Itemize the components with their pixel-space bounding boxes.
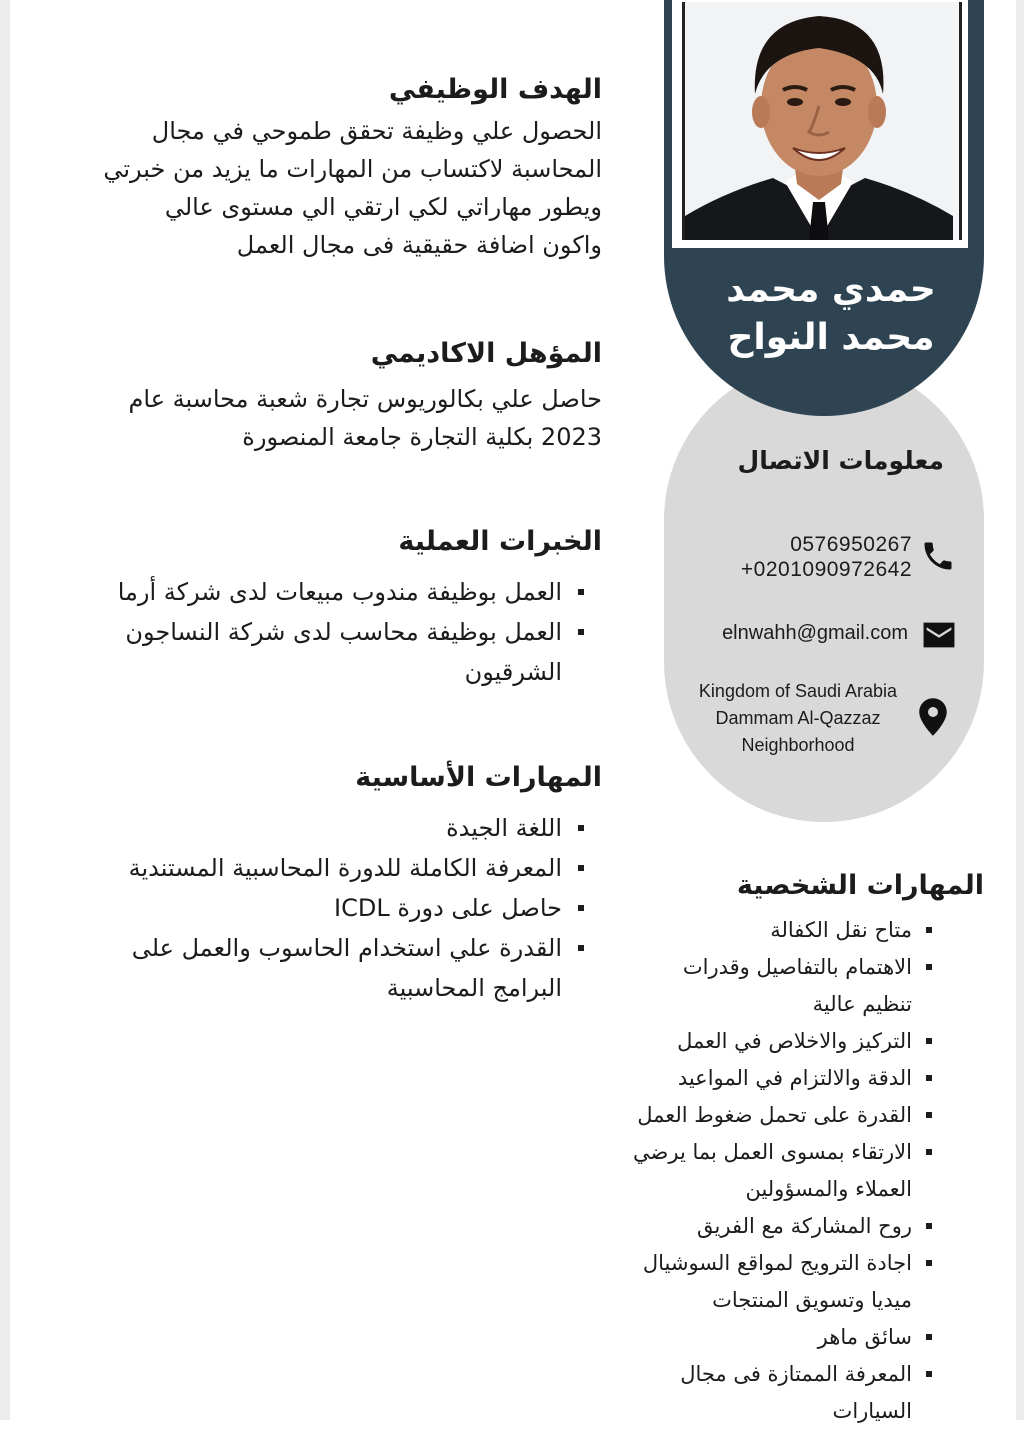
core-skills-list [40, 808, 602, 1008]
experience-item: العمل بوظيفة مندوب مبيعات لدى شركة أرما [40, 572, 602, 612]
page-edge-right [1016, 0, 1024, 1420]
core-skills-title: المهارات الأساسية [355, 762, 602, 793]
education-title: المؤهل الاكاديمي [370, 338, 602, 369]
address [680, 678, 916, 759]
core-skills-section [40, 758, 602, 1008]
phone-number-2: +0201090972642 [740, 558, 912, 581]
education-line-2: 2023 بكلية التجارة جامعة المنصورة [242, 423, 602, 451]
objective-title: الهدف الوظيفي [388, 74, 602, 105]
personal-skill-item: التركيز والاخلاص في العمل [600, 1023, 946, 1060]
personal-skill-item: الدقة والالتزام في المواعيد [600, 1060, 946, 1097]
email-address: elnwahh@gmail.com [722, 622, 908, 644]
core-skill-item: القدرة علي استخدام الحاسوب والعمل على البرامج المحاسبية [82, 928, 602, 1008]
personal-skill-item: الاهتمام بالتفاصيل وقدرات تنظيم عالية [648, 949, 946, 1023]
phone-number-1: 0576950267 [790, 533, 912, 556]
personal-skills-section [600, 866, 984, 1430]
address-line-3: Neighborhood [741, 735, 855, 755]
address-line-1: Kingdom of Saudi Arabia [698, 681, 898, 701]
personal-skill-item: القدرة على تحمل ضغوط العمل [600, 1097, 946, 1134]
experience-title: الخبرات العملية [398, 526, 602, 557]
personal-skill-item: روح المشاركة مع الفريق [600, 1208, 946, 1245]
objective-line-4: واكون اضافة حقيقية فى مجال العمل [236, 231, 602, 259]
personal-skills-list [600, 912, 984, 1430]
name-line-2: محمد النواح [727, 317, 935, 358]
core-skill-item: المعرفة الكاملة للدورة المحاسبية المستندية [40, 848, 602, 888]
personal-skill-item: المعرفة الممتازة فى مجال السيارات [600, 1356, 946, 1430]
objective-line-1: الحصول علي وظيفة تحقق طموحي في مجال [151, 117, 602, 145]
name-line-1: حمدي محمد [726, 269, 936, 310]
objective-line-2: المحاسبة لاكتساب من المهارات ما يزيد من خبرتي [103, 155, 602, 183]
phone-numbers [712, 532, 912, 582]
contact-title: معلومات الاتصال [737, 446, 944, 475]
personal-skill-item: الارتقاء بمسوى العمل بما يرضي العملاء والمسؤولين [602, 1134, 946, 1208]
personal-skill-item: اجادة الترويج لمواقع السوشيال ميديا وتسويق المنتجات [612, 1245, 946, 1319]
candidate-name [664, 266, 984, 362]
page-edge-left [0, 0, 10, 1420]
personal-skills-title: المهارات الشخصية [736, 870, 984, 901]
education-line-1: حاصل علي بكالوريوس تجارة شعبة محاسبة عام [128, 385, 602, 413]
objective-section [40, 70, 602, 264]
experience-section [40, 522, 602, 692]
core-skill-item: حاصل على دورة ICDL [40, 888, 602, 928]
personal-skill-item: سائق ماهر [600, 1319, 946, 1356]
email-icon [920, 618, 958, 656]
personal-skill-item: متاح نقل الكفالة [600, 912, 946, 949]
core-skill-item: اللغة الجيدة [40, 808, 602, 848]
experience-item: العمل بوظيفة محاسب لدى شركة النساجون الشرقيون [92, 612, 602, 692]
location-pin-icon [918, 698, 948, 740]
experience-list [40, 572, 602, 692]
phone-icon [920, 538, 956, 578]
objective-line-3: ويطور مهاراتي لكي ارتقي الي مستوى عالي [164, 193, 602, 221]
education-section [40, 334, 602, 456]
profile-photo [682, 2, 962, 240]
address-line-2: Dammam Al-Qazzaz [715, 708, 881, 728]
